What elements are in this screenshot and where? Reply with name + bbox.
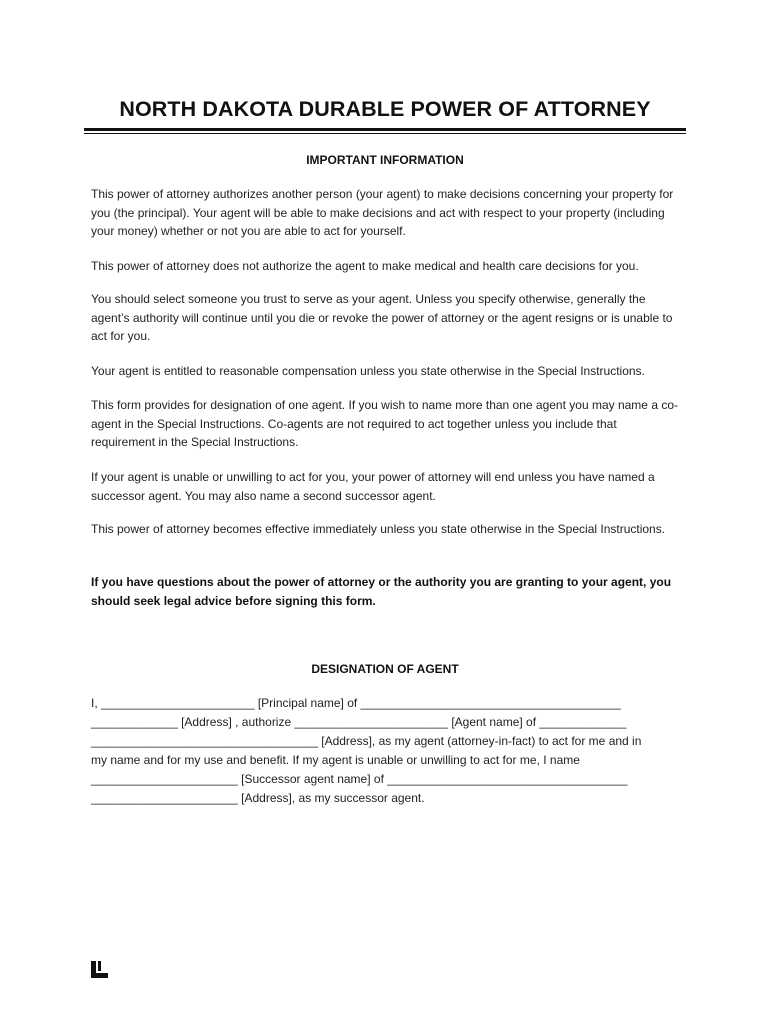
designation-of-agent-heading: DESIGNATION OF AGENT [311,662,459,676]
important-information-heading: IMPORTANT INFORMATION [306,153,464,167]
info-paragraph-3: You should select someone you trust to serve as your agent. Unless you specify otherwise, generally the agent’s authority will continue until you die or revoke the power of attorney or the agent resigns or is unable to act for you. [91,292,673,344]
legal-templates-logo-icon [90,960,109,979]
info-paragraph-1: This power of attorney authorizes another person (your agent) to make decisions concerning your property for you (the principal). Your agent will be able to make decisions and act with respect to your property (including your money) whether or not you are able to act for yourself. [91,187,674,239]
title-divider-thin [84,133,686,134]
info-paragraph-6: If your agent is unable or unwilling to act for you, your power of attorney will end unless you have named a successor agent. You may also name a second successor agent. [91,470,655,503]
title-divider-thick [84,128,686,131]
designation-line-6: ______________________ [Address], as my successor agent. [91,791,425,805]
info-paragraph-5: This form provides for designation of one agent. If you wish to name more than one agent you may name a co-agent in the Special Instructions. Co-agents are not required to act together unless you include that requirement in the Special Instructions. [91,398,678,450]
info-paragraph-7: This power of attorney becomes effective immediately unless you state otherwise in the Special Instructions. [91,522,666,536]
designation-line-4: my name and for my use and benefit. If my agent is unable or unwilling to act for me, I name [91,753,580,767]
info-paragraph-2: This power of attorney does not authorize the agent to make medical and health care decisions for you. [91,259,639,273]
designation-line-5: ______________________ [Successor agent name] of ____________________________________ [91,772,628,786]
designation-line-3: __________________________________ [Address], as my agent (attorney-in-fact) to act for me and in [91,734,642,748]
info-paragraph-4: Your agent is entitled to reasonable compensation unless you state otherwise in the Special Instructions. [91,364,645,378]
designation-line-1: I, _______________________ [Principal name] of _______________________________________ [91,696,621,710]
document-title: NORTH DAKOTA DURABLE POWER OF ATTORNEY [119,97,651,121]
designation-line-2: _____________ [Address] , authorize _______________________ [Agent name] of _____________ [91,715,627,729]
legal-advice-notice: If you have questions about the power of attorney or the authority you are granting to your agent, you should seek legal advice before signing this form. [91,575,672,608]
